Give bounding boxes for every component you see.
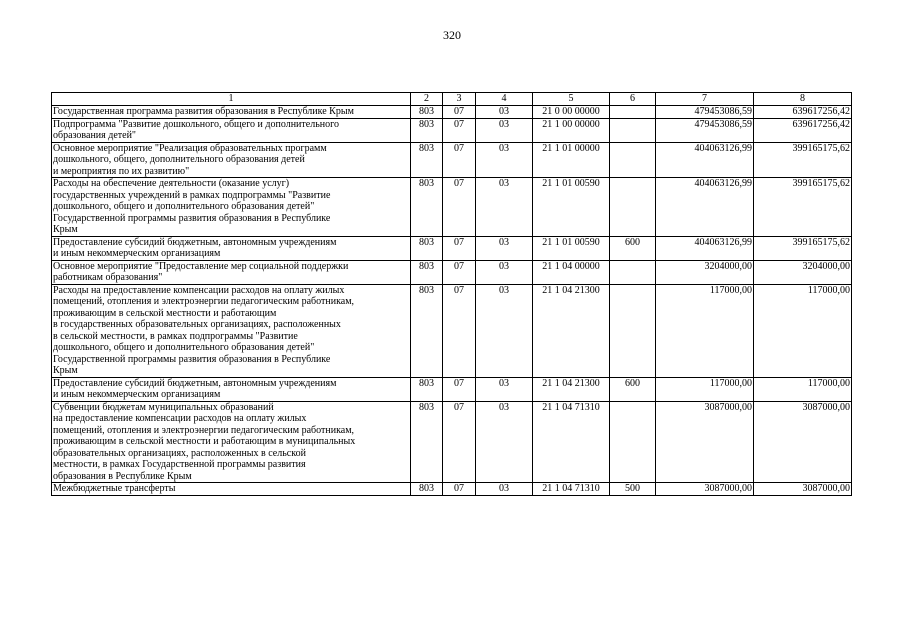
section-code-cell: 07 [443, 483, 476, 496]
target-article-cell: 21 1 04 71310 [533, 483, 610, 496]
item-name-cell: Субвенции бюджетам муниципальных образований на предоставление компенсации расходов на оплату жилых помещений, отопления и электроэнергии педагогическим работникам, проживающим в сельской местности и работающим в муниципальных образовательных организациях, расположенных в сельской местности, в рамках Государственной программы развития образования в Республике Крым [52, 401, 411, 483]
ministry-code-cell: 803 [411, 118, 443, 142]
column-header: 5 [533, 93, 610, 106]
page-number: 320 [443, 28, 461, 42]
target-article-cell: 21 0 00 00000 [533, 106, 610, 119]
item-name-cell: Подпрограмма "Развитие дошкольного, общего и дополнительного образования детей" [52, 118, 411, 142]
amount-year-1-cell: 3204000,00 [656, 260, 754, 284]
section-code-cell: 07 [443, 178, 476, 237]
expense-type-cell [610, 260, 656, 284]
expense-type-cell [610, 178, 656, 237]
subsection-code-cell: 03 [476, 178, 533, 237]
amount-year-1-cell: 117000,00 [656, 284, 754, 377]
target-article-cell: 21 1 04 00000 [533, 260, 610, 284]
column-header: 1 [52, 93, 411, 106]
amount-year-1-cell: 117000,00 [656, 377, 754, 401]
subsection-code-cell: 03 [476, 142, 533, 178]
ministry-code-cell: 803 [411, 284, 443, 377]
amount-year-2-cell: 117000,00 [754, 377, 852, 401]
expense-type-cell [610, 284, 656, 377]
table-row [52, 260, 852, 284]
column-header: 2 [411, 93, 443, 106]
section-code-cell: 07 [443, 260, 476, 284]
item-name-cell: Предоставление субсидий бюджетным, автономным учреждениям и иным некоммерческим организациям [52, 377, 411, 401]
section-code-cell: 07 [443, 377, 476, 401]
amount-year-2-cell: 639617256,42 [754, 118, 852, 142]
expense-type-cell: 600 [610, 236, 656, 260]
table-body [52, 106, 852, 496]
table-header-row [52, 93, 852, 106]
amount-year-1-cell: 404063126,99 [656, 142, 754, 178]
table-row [52, 106, 852, 119]
table-row [52, 401, 852, 483]
target-article-cell: 21 1 01 00590 [533, 236, 610, 260]
expense-type-cell: 500 [610, 483, 656, 496]
target-article-cell: 21 1 00 00000 [533, 118, 610, 142]
amount-year-1-cell: 404063126,99 [656, 236, 754, 260]
amount-year-2-cell: 399165175,62 [754, 142, 852, 178]
subsection-code-cell: 03 [476, 284, 533, 377]
section-code-cell: 07 [443, 401, 476, 483]
amount-year-2-cell: 399165175,62 [754, 178, 852, 237]
target-article-cell: 21 1 04 71310 [533, 401, 610, 483]
expense-type-cell [610, 142, 656, 178]
expense-type-cell [610, 401, 656, 483]
item-name-cell: Расходы на обеспечение деятельности (оказание услуг) государственных учреждений в рамках подпрограммы "Развитие дошкольного, общего и дополнительного образования детей" Государственной программы развития образования в Республике Крым [52, 178, 411, 237]
column-header: 3 [443, 93, 476, 106]
amount-year-2-cell: 117000,00 [754, 284, 852, 377]
budget-table [51, 92, 852, 496]
target-article-cell: 21 1 04 21300 [533, 284, 610, 377]
ministry-code-cell: 803 [411, 401, 443, 483]
subsection-code-cell: 03 [476, 401, 533, 483]
ministry-code-cell: 803 [411, 236, 443, 260]
subsection-code-cell: 03 [476, 118, 533, 142]
table-row [52, 142, 852, 178]
table-row [52, 483, 852, 496]
amount-year-2-cell: 639617256,42 [754, 106, 852, 119]
expense-type-cell [610, 118, 656, 142]
subsection-code-cell: 03 [476, 377, 533, 401]
expense-type-cell: 600 [610, 377, 656, 401]
column-header: 7 [656, 93, 754, 106]
section-code-cell: 07 [443, 106, 476, 119]
column-header: 6 [610, 93, 656, 106]
amount-year-2-cell: 3204000,00 [754, 260, 852, 284]
amount-year-1-cell: 3087000,00 [656, 401, 754, 483]
item-name-cell: Предоставление субсидий бюджетным, автономным учреждениям и иным некоммерческим организациям [52, 236, 411, 260]
amount-year-1-cell: 479453086,59 [656, 118, 754, 142]
ministry-code-cell: 803 [411, 106, 443, 119]
amount-year-2-cell: 399165175,62 [754, 236, 852, 260]
subsection-code-cell: 03 [476, 106, 533, 119]
section-code-cell: 07 [443, 284, 476, 377]
item-name-cell: Основное мероприятие "Реализация образовательных программ дошкольного, общего, дополнительного образования детей и мероприятия по их развитию" [52, 142, 411, 178]
table-row [52, 236, 852, 260]
item-name-cell: Расходы на предоставление компенсации расходов на оплату жилых помещений, отопления и электроэнергии педагогическим работникам, проживающим в сельской местности и работающим в государственных образовательных организациях, расположенных в сельской местности, в рамках подпрограммы "Развитие дошкольного, общего и дополнительного образования детей" Государственной программы развития образования в Республике Крым [52, 284, 411, 377]
table-row [52, 178, 852, 237]
section-code-cell: 07 [443, 236, 476, 260]
ministry-code-cell: 803 [411, 178, 443, 237]
amount-year-2-cell: 3087000,00 [754, 401, 852, 483]
target-article-cell: 21 1 01 00590 [533, 178, 610, 237]
target-article-cell: 21 1 01 00000 [533, 142, 610, 178]
ministry-code-cell: 803 [411, 142, 443, 178]
target-article-cell: 21 1 04 21300 [533, 377, 610, 401]
table-row [52, 377, 852, 401]
ministry-code-cell: 803 [411, 260, 443, 284]
amount-year-1-cell: 479453086,59 [656, 106, 754, 119]
item-name-cell: Государственная программа развития образования в Республике Крым [52, 106, 411, 119]
amount-year-2-cell: 3087000,00 [754, 483, 852, 496]
ministry-code-cell: 803 [411, 483, 443, 496]
item-name-cell: Межбюджетные трансферты [52, 483, 411, 496]
amount-year-1-cell: 404063126,99 [656, 178, 754, 237]
column-header: 4 [476, 93, 533, 106]
table-row [52, 284, 852, 377]
subsection-code-cell: 03 [476, 483, 533, 496]
subsection-code-cell: 03 [476, 236, 533, 260]
amount-year-1-cell: 3087000,00 [656, 483, 754, 496]
section-code-cell: 07 [443, 118, 476, 142]
table-row [52, 118, 852, 142]
section-code-cell: 07 [443, 142, 476, 178]
ministry-code-cell: 803 [411, 377, 443, 401]
expense-type-cell [610, 106, 656, 119]
item-name-cell: Основное мероприятие "Предоставление мер социальной поддержки работникам образования" [52, 260, 411, 284]
subsection-code-cell: 03 [476, 260, 533, 284]
column-header: 8 [754, 93, 852, 106]
